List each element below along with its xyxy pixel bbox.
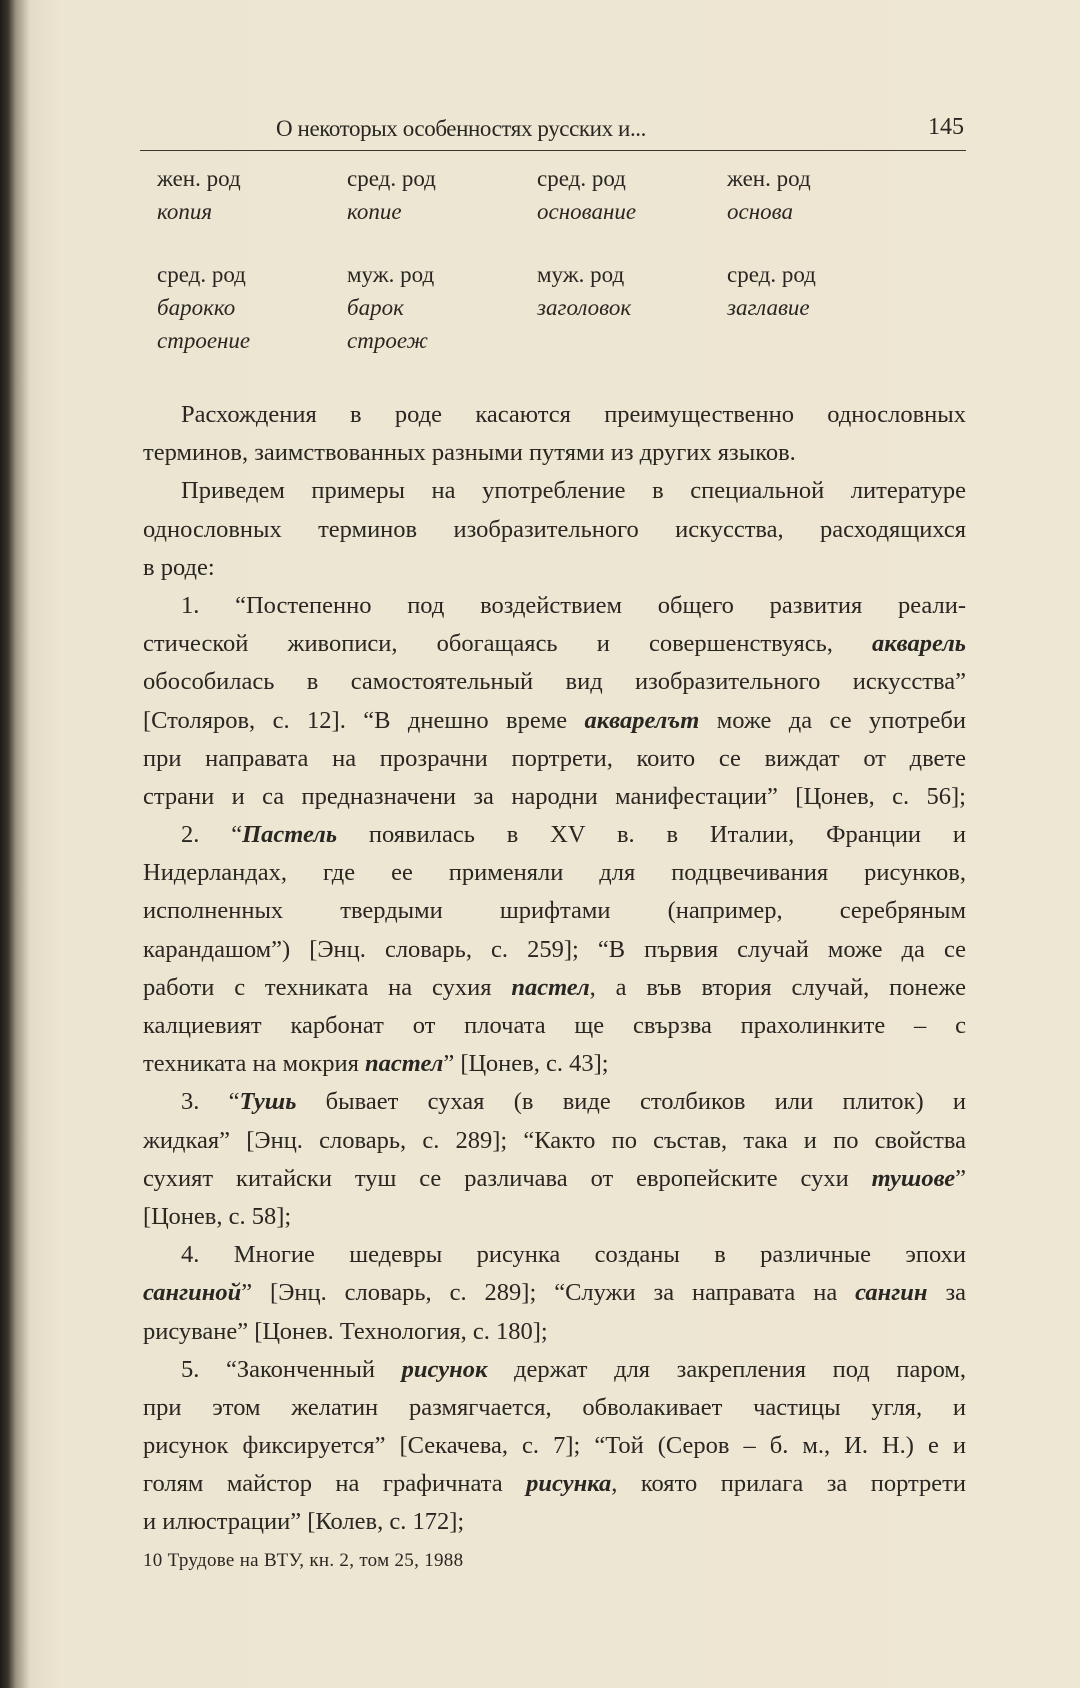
table-cell: сред. род bbox=[347, 166, 436, 191]
text-line bbox=[143, 1274, 966, 1312]
text-segment: голям майстор на графичната bbox=[143, 1470, 527, 1498]
body-text bbox=[143, 396, 966, 1542]
text-segment: однословных терминов изобразительного искусства, расходящихся bbox=[143, 515, 966, 543]
text-segment: , която прилага за портрети bbox=[611, 1470, 966, 1498]
gender-comparison-table bbox=[157, 166, 917, 361]
table-cell: сред. род bbox=[727, 262, 816, 287]
text-line bbox=[143, 1465, 966, 1503]
text-line bbox=[143, 434, 966, 472]
table-cell bbox=[727, 328, 917, 361]
text-segment: ” [Энц. словарь, с. 289]; “Служи за направата на bbox=[241, 1279, 856, 1307]
text-segment: при направата на прозрачни портрети, които се виждат от двете bbox=[143, 744, 966, 772]
text-line bbox=[143, 1083, 966, 1121]
text-line bbox=[143, 892, 966, 930]
table-cell: барокко bbox=[157, 295, 236, 320]
text-segment: бывает сухая (в виде столбиков или плиток) и bbox=[296, 1088, 967, 1116]
text-segment: исполненных твердыми шрифтами (например, серебряным bbox=[143, 897, 966, 925]
text-line bbox=[143, 740, 966, 778]
text-line bbox=[143, 625, 966, 663]
emphasized-term: Пастель bbox=[242, 821, 338, 849]
text-segment: Нидерландах, где ее применяли для подцвечивания рисунков, bbox=[143, 859, 966, 887]
text-line bbox=[143, 931, 966, 969]
text-segment: 2. “ bbox=[181, 821, 243, 849]
footer-signature: 10 Трудове на ВТУ, кн. 2, том 25, 1988 bbox=[143, 1550, 464, 1571]
table-row bbox=[157, 262, 917, 295]
text-segment: обособилась в самостоятельный вид изобразительного искусства” bbox=[143, 668, 966, 696]
text-line bbox=[143, 1389, 966, 1427]
text-segment: при этом желатин размягчается, обволакивает частицы угля, и bbox=[143, 1393, 966, 1421]
text-line bbox=[143, 1122, 966, 1160]
emphasized-term: сангиной bbox=[143, 1279, 242, 1307]
table-cell: жен. род bbox=[157, 166, 241, 191]
emphasized-term: пастел bbox=[365, 1050, 444, 1078]
table-cell: муж. род bbox=[537, 262, 625, 287]
emphasized-term: пастел bbox=[511, 973, 590, 1001]
text-line bbox=[143, 1007, 966, 1045]
table-cell: заголовок bbox=[537, 295, 632, 320]
emphasized-term: Тушь bbox=[239, 1088, 297, 1116]
text-line bbox=[143, 1236, 966, 1274]
table-cell: заглавие bbox=[727, 295, 810, 320]
table-cell: строение bbox=[157, 328, 251, 353]
table-cell: основа bbox=[727, 199, 793, 224]
text-line bbox=[143, 1198, 966, 1236]
text-segment: 1. “Постепенно под воздействием общего развития реали- bbox=[181, 591, 966, 619]
text-line bbox=[143, 1503, 966, 1541]
table-cell: сред. род bbox=[537, 166, 626, 191]
text-line bbox=[143, 1427, 966, 1465]
text-line bbox=[143, 702, 966, 740]
text-segment: ” [Цонев, с. 43]; bbox=[443, 1050, 609, 1078]
text-line bbox=[143, 663, 966, 701]
table-cell: барок bbox=[347, 295, 404, 320]
text-segment: [Столяров, с. 12]. “В днешно време bbox=[143, 706, 585, 734]
table-cell: копие bbox=[347, 199, 402, 224]
table-cell: жен. род bbox=[727, 166, 811, 191]
text-line bbox=[143, 511, 966, 549]
emphasized-term: рисунок bbox=[401, 1355, 488, 1383]
text-segment: стической живописи, обогащаясь и совершенствуясь, bbox=[143, 630, 873, 658]
running-title: О некоторых особенностях русских и... bbox=[276, 116, 647, 141]
text-segment: за bbox=[927, 1279, 966, 1307]
table-cell: копия bbox=[157, 199, 213, 224]
text-segment: рисунок фиксируется” [Секачева, с. 7]; “Той (Серов – б. м., И. Н.) е и bbox=[143, 1432, 966, 1460]
text-segment: 5. “Законченный bbox=[181, 1355, 402, 1383]
page-number: 145 bbox=[928, 114, 964, 140]
text-line bbox=[143, 1160, 966, 1198]
text-line bbox=[143, 1351, 966, 1389]
table-row bbox=[157, 295, 917, 328]
text-line bbox=[143, 549, 966, 587]
text-segment: техниката на мокрия bbox=[143, 1050, 366, 1078]
text-line bbox=[143, 969, 966, 1007]
text-segment: в роде: bbox=[143, 553, 215, 581]
emphasized-term: тушове bbox=[871, 1164, 956, 1192]
text-line bbox=[143, 472, 966, 510]
text-segment: , а във втория случай, понеже bbox=[589, 973, 966, 1001]
text-line bbox=[143, 1045, 966, 1083]
table-row bbox=[157, 199, 917, 232]
text-line bbox=[143, 816, 966, 854]
running-header bbox=[140, 112, 966, 151]
table-row bbox=[157, 166, 917, 199]
text-segment: работи с техниката на сухия bbox=[143, 973, 512, 1001]
text-segment: и илюстрации” [Колев, с. 172]; bbox=[143, 1508, 465, 1536]
text-segment: 3. “ bbox=[181, 1088, 240, 1116]
table-row bbox=[157, 328, 917, 361]
text-segment: Расхождения в роде касаются преимущественно однословных bbox=[181, 401, 966, 428]
text-segment: держат для закрепления под паром, bbox=[487, 1355, 966, 1383]
text-segment: Приведем примеры на употребление в специальной литературе bbox=[181, 477, 966, 505]
text-segment: страни и са предназначени за народни манифестации” [Цонев, с. 56]; bbox=[143, 782, 966, 810]
text-line bbox=[143, 396, 966, 434]
text-segment: 4. Многие шедевры рисунка созданы в различные эпохи bbox=[181, 1241, 966, 1269]
text-segment: карандашом”) [Энц. словарь, с. 259]; “В първия случай може да се bbox=[143, 935, 966, 963]
table-cell: сред. род bbox=[157, 262, 246, 287]
emphasized-term: сангин bbox=[855, 1279, 928, 1307]
text-segment: калциевият карбонат от плочата ще свързва прахолинките – с bbox=[143, 1012, 966, 1039]
table-cell: строеж bbox=[347, 328, 428, 353]
text-segment: може да се употреби bbox=[699, 706, 966, 734]
text-segment: жидкая” [Энц. словарь, с. 289]; “Както по състав, така и по свойства bbox=[143, 1126, 966, 1154]
table-cell bbox=[537, 328, 727, 361]
emphasized-term: акварель bbox=[872, 630, 966, 658]
emphasized-term: рисунка bbox=[526, 1470, 612, 1498]
text-line bbox=[143, 1313, 966, 1351]
emphasized-term: акварелът bbox=[584, 706, 700, 734]
text-line bbox=[143, 587, 966, 625]
text-segment: ” bbox=[955, 1164, 966, 1192]
text-line bbox=[143, 778, 966, 816]
text-segment: рисуване” [Цонев. Технология, с. 180]; bbox=[143, 1317, 548, 1345]
text-segment: сухият китайски туш се различава от европейските сухи bbox=[143, 1164, 872, 1192]
table-cell: основание bbox=[537, 199, 637, 224]
text-segment: терминов, заимствованных разными путями из других языков. bbox=[143, 439, 796, 467]
text-segment: [Цонев, с. 58]; bbox=[143, 1202, 292, 1230]
text-line bbox=[143, 854, 966, 892]
text-segment: появилась в XV в. в Италии, Франции и bbox=[337, 821, 967, 849]
table-cell: муж. род bbox=[347, 262, 435, 287]
